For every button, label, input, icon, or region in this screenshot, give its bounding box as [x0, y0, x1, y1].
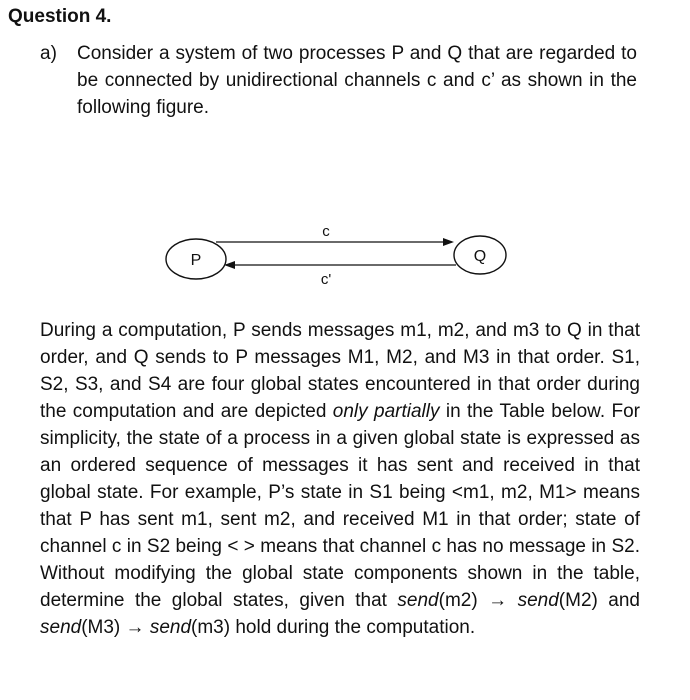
- send-arg-3: (M3) →: [81, 617, 150, 638]
- description-part-2: in the Table below. For simplicity, the state of a process in a given global state is expressed as an ordered sequence of messages it has sent and received in that global state. For example, P’s state in S1 being <m1, m2, M1> means that P has sent m1, sent m2, and received M1 in that order; state of channel c in S2 being < > means that channel c has no message in S2. Without modifying the global state components shown in the table, determine the global states, given that: [40, 401, 640, 611]
- send-arg-2: (M2) and: [558, 590, 641, 611]
- process-channel-diagram: [160, 222, 510, 294]
- part-a-label: a): [40, 43, 57, 64]
- problem-description: [40, 317, 640, 641]
- send-keyword-4: send: [149, 617, 192, 638]
- channel-c-prime-label: c': [320, 271, 332, 288]
- process-q-label: Q: [473, 248, 487, 265]
- send-arg-4: (m3) hold during the computation.: [191, 617, 476, 638]
- question-title: Question 4.: [8, 6, 112, 27]
- send-keyword-2: send: [517, 590, 559, 611]
- channel-c-label: c: [322, 223, 330, 240]
- channel-c-arrowhead: [443, 238, 454, 246]
- send-keyword-3: send: [40, 617, 82, 638]
- process-p-label: P: [190, 252, 202, 269]
- send-arg-1: (m2) →: [438, 590, 518, 611]
- description-part-1: During a computation, P sends messages m1, m2, and m3 to Q in that order, and Q sends to P messages M1, M2, and M3 in that order. S1, S2, S3, and S4 are four global states encountered in that order during the computation and are depicted: [40, 320, 640, 422]
- emphasis-only-partially: only partially: [332, 401, 440, 422]
- part-a-intro: Consider a system of two processes P and Q that are regarded to be connected by unidirectional channels c and c’ as shown in the following figure.: [77, 43, 637, 118]
- send-keyword-1: send: [397, 590, 439, 611]
